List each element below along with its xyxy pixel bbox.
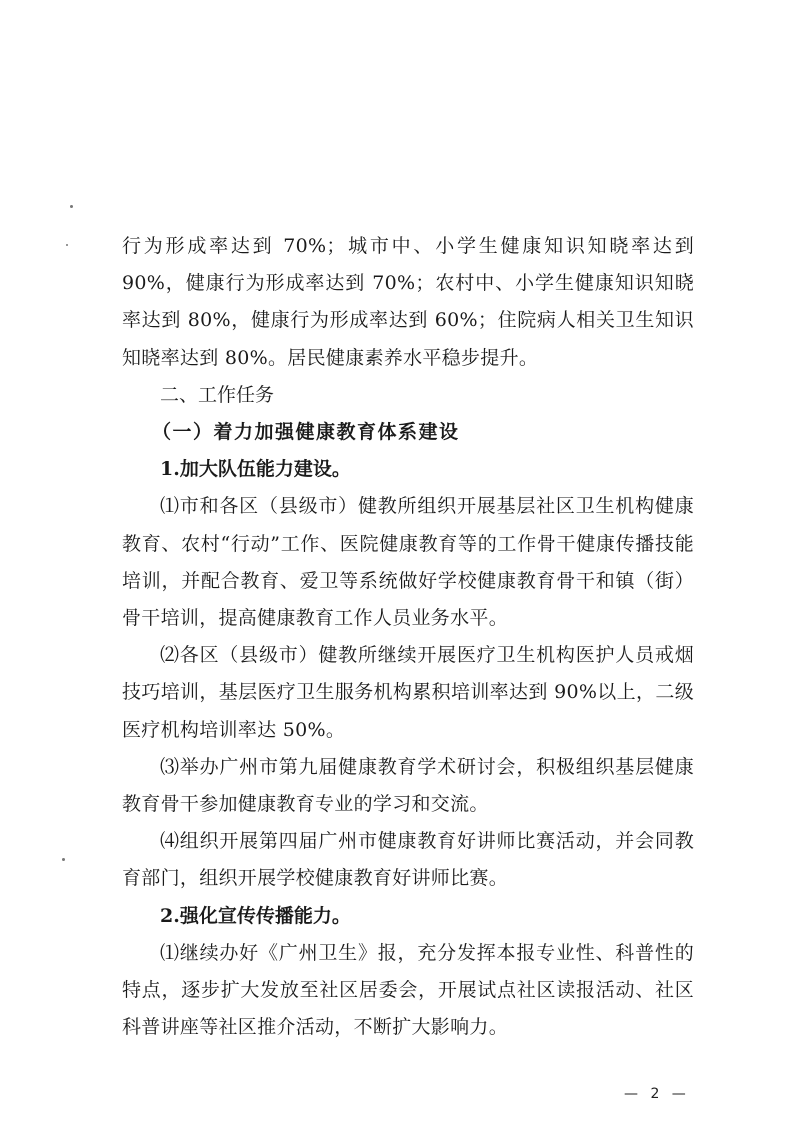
scan-speck [70, 205, 73, 208]
page-number: — 2 — [624, 1086, 690, 1102]
paragraph-item-1-4: ⑷组织开展第四届广州市健康教育好讲师比赛活动，并会同教育部门，组织开展学校健康教育好讲师比赛。 [122, 830, 694, 890]
scan-speck [62, 858, 65, 861]
body-text [122, 228, 694, 1046]
paragraph-item-1-3: ⑶举办广州市第九届健康教育学术研讨会，积极组织基层健康教育骨干参加健康教育专业的学习和交流。 [122, 755, 694, 816]
paragraph-targets-continued: 行为形成率达到 70%；城市中、小学生健康知识知晓率达到 90%，健康行为形成率达到 70%；农村中、小学生健康知识知晓率达到 80%，健康行为形成率达到 60%；住院病人相关卫生知识知晓率达到 80%。居民健康素养水平稳步提升。 [122, 235, 694, 369]
subsection-heading-system-building: （一）着力加强健康教育体系建设 [152, 421, 460, 444]
item-heading-team-capacity: 1.加大队伍能力建设。 [160, 458, 351, 481]
scan-speck [66, 244, 68, 246]
paragraph-item-1-1: ⑴市和各区（县级市）健教所组织开展基层社区卫生机构健康教育、农村“行动”工作、医院健康教育等的工作骨干健康传播技能培训，并配合教育、爱卫等系统做好学校健康教育骨干和镇（街）骨干培训，提高健康教育工作人员业务水平。 [122, 495, 694, 630]
paragraph-item-1-2: ⑵各区（县级市）健教所继续开展医疗卫生机构医护人员戒烟技巧培训，基层医疗卫生服务机构累积培训率达到 90%以上，二级医疗机构培训率达 50%。 [122, 644, 694, 741]
paragraph-item-2-1: ⑴继续办好《广州卫生》报，充分发挥本报专业性、科普性的特点，逐步扩大发放至社区居委会，开展试点社区读报活动、社区科普讲座等社区推介活动，不断扩大影响力。 [122, 941, 694, 1039]
section-heading-work-tasks: 二、工作任务 [160, 383, 275, 406]
item-heading-publicity-capacity: 2.强化宣传传播能力。 [160, 904, 351, 927]
